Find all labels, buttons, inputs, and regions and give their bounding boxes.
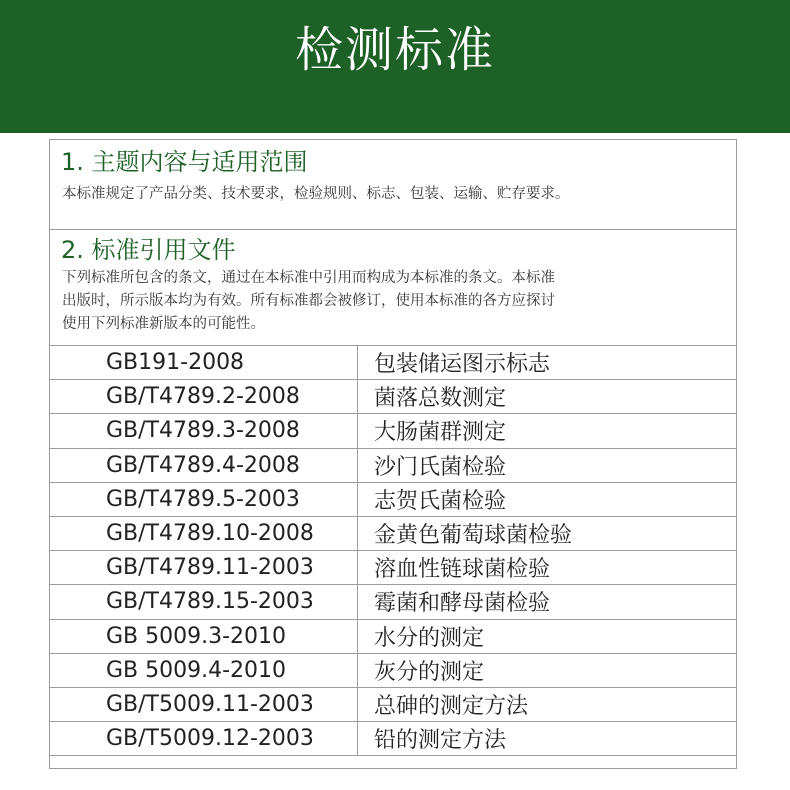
standard-code: GB191-2008 bbox=[50, 346, 358, 380]
table-row bbox=[50, 516, 737, 550]
table-row bbox=[50, 551, 737, 585]
standard-name: 大肠菌群测定 bbox=[358, 414, 737, 448]
section2-description-line: 下列标准所包含的条文，通过在本标准中引用而构成为本标准的条文。本标准 bbox=[62, 270, 555, 286]
standard-name: 霉菌和酵母菌检验 bbox=[358, 585, 737, 619]
standard-name: 志贺氏菌检验 bbox=[358, 482, 737, 516]
section-divider bbox=[49, 229, 737, 230]
section2-description-line: 使用下列标准新版本的可能性。 bbox=[62, 316, 265, 332]
standard-code: GB/T4789.5-2003 bbox=[50, 482, 358, 516]
standard-name: 水分的测定 bbox=[358, 619, 737, 653]
section2-title: 2. 标准引用文件 bbox=[61, 236, 236, 264]
table-row bbox=[50, 653, 737, 687]
standard-code: GB/T4789.10-2008 bbox=[50, 516, 358, 550]
standard-name: 沙门氏菌检验 bbox=[358, 448, 737, 482]
table-row bbox=[50, 414, 737, 448]
table-row bbox=[50, 346, 737, 380]
section1-title: 1. 主题内容与适用范围 bbox=[61, 148, 308, 176]
table-row bbox=[50, 585, 737, 619]
standard-code: GB 5009.3-2010 bbox=[50, 619, 358, 653]
section1-description: 本标准规定了产品分类、技术要求，检验规则、标志、包装、运输、贮存要求。 bbox=[62, 186, 570, 202]
standard-code: GB/T4789.15-2003 bbox=[50, 585, 358, 619]
standard-code: GB 5009.4-2010 bbox=[50, 653, 358, 687]
standard-name: 总砷的测定方法 bbox=[358, 687, 737, 721]
standard-name: 包装储运图示标志 bbox=[358, 346, 737, 380]
standards-table bbox=[49, 345, 737, 756]
standard-code: GB/T5009.11-2003 bbox=[50, 687, 358, 721]
standard-code: GB/T4789.11-2003 bbox=[50, 551, 358, 585]
standard-name: 铅的测定方法 bbox=[358, 722, 737, 756]
standard-name: 灰分的测定 bbox=[358, 653, 737, 687]
table-row bbox=[50, 448, 737, 482]
standard-code: GB/T4789.3-2008 bbox=[50, 414, 358, 448]
standard-name: 菌落总数测定 bbox=[358, 380, 737, 414]
standard-code: GB/T5009.12-2003 bbox=[50, 722, 358, 756]
standard-name: 金黄色葡萄球菌检验 bbox=[358, 516, 737, 550]
table-row bbox=[50, 482, 737, 516]
standard-code: GB/T4789.4-2008 bbox=[50, 448, 358, 482]
table-row bbox=[50, 380, 737, 414]
standard-code: GB/T4789.2-2008 bbox=[50, 380, 358, 414]
standard-name: 溶血性链球菌检验 bbox=[358, 551, 737, 585]
section2-description bbox=[62, 267, 722, 336]
table-row bbox=[50, 687, 737, 721]
header-banner bbox=[0, 0, 790, 133]
section2-description-line: 出版时，所示版本均为有效。所有标准都会被修订，使用本标准的各方应探讨 bbox=[62, 293, 555, 309]
table-row bbox=[50, 722, 737, 756]
table-row bbox=[50, 619, 737, 653]
page-title: 检测标准 bbox=[294, 22, 495, 78]
